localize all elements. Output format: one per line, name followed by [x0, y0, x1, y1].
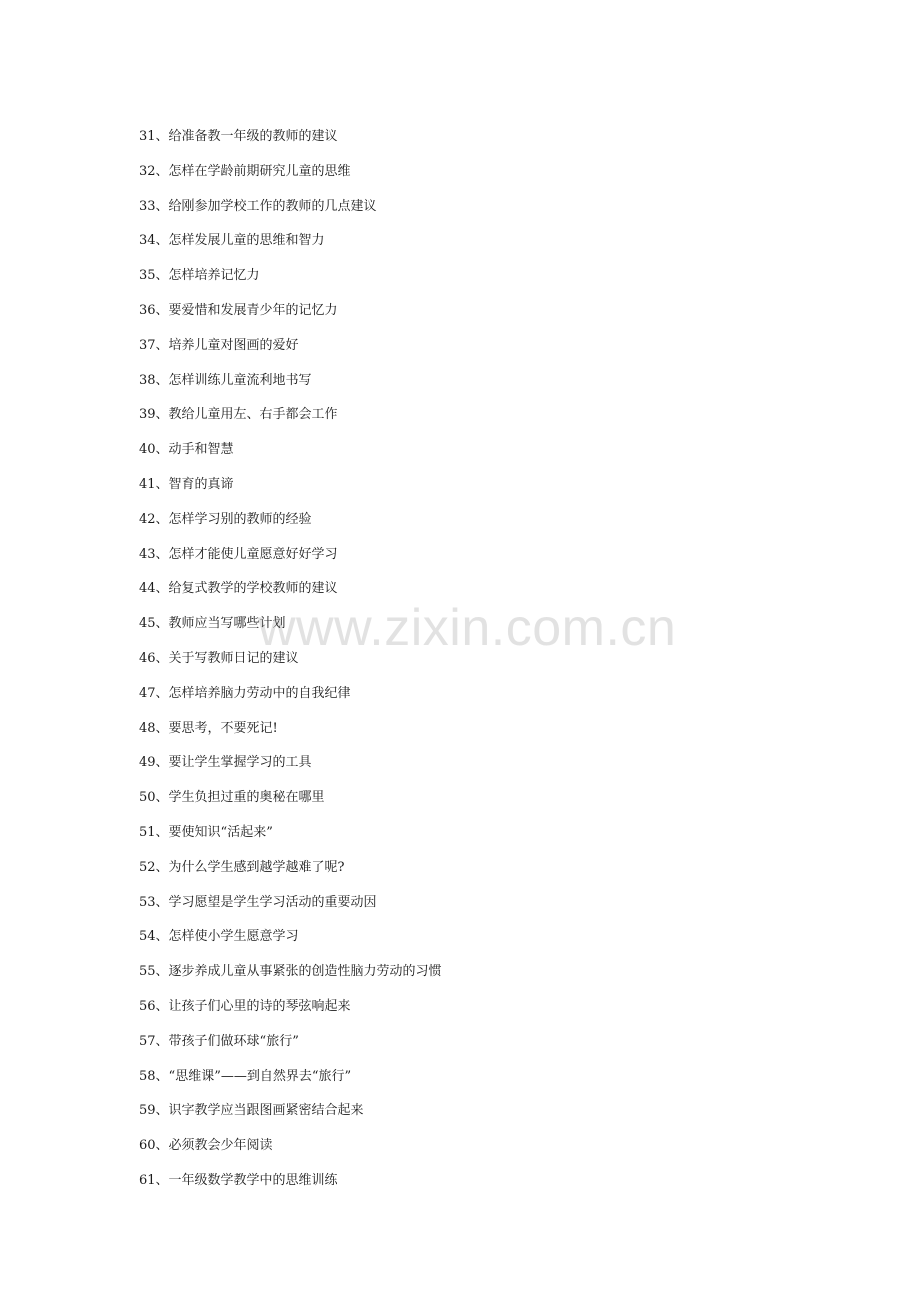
list-item: 43、怎样才能使儿童愿意好好学习 — [139, 546, 338, 562]
table-of-contents — [139, 126, 442, 1205]
list-item: 59、识字教学应当跟图画紧密结合起来 — [139, 1103, 364, 1119]
list-item: 54、怎样使小学生愿意学习 — [139, 929, 299, 945]
watermark: www.zixin.com.cn — [258, 599, 677, 657]
list-item: 33、给刚参加学校工作的教师的几点建议 — [139, 198, 377, 214]
list-item: 31、给准备教一年级的教师的建议 — [139, 129, 338, 144]
list-item: 48、要思考，不要死记! — [139, 720, 278, 736]
list-item: 51、要使知识“活起来” — [139, 824, 273, 840]
list-item: 50、学生负担过重的奥秘在哪里 — [139, 790, 325, 806]
list-item: 46、关于写教师日记的建议 — [139, 650, 299, 666]
list-item: 40、动手和智慧 — [139, 442, 234, 458]
list-item: 49、要让学生掌握学习的工具 — [139, 755, 312, 771]
list-item: 57、带孩子们做环球“旅行” — [139, 1033, 299, 1049]
list-item: 41、智育的真谛 — [139, 476, 234, 492]
list-item: 34、怎样发展儿童的思维和智力 — [139, 233, 325, 249]
list-item: 53、学习愿望是学生学习活动的重要动因 — [139, 894, 377, 910]
list-item: 60、必须教会少年阅读 — [139, 1138, 273, 1154]
list-item: 32、怎样在学龄前期研究儿童的思维 — [139, 163, 351, 179]
list-item: 35、怎样培养记忆力 — [139, 268, 260, 284]
list-item: 56、让孩子们心里的诗的琴弦响起来 — [139, 998, 351, 1014]
list-item: 44、给复式教学的学校教师的建议 — [139, 581, 338, 597]
list-item: 55、逐步养成儿童从事紧张的创造性脑力劳动的习惯 — [139, 964, 442, 980]
list-item: 42、怎样学习别的教师的经验 — [139, 511, 312, 527]
list-item: 45、教师应当写哪些计划 — [139, 616, 286, 632]
list-item: 39、教给儿童用左、右手都会工作 — [139, 407, 338, 423]
list-item: 36、要爱惜和发展青少年的记忆力 — [139, 302, 338, 318]
list-item: 58、“思维课”——到自然界去“旅行” — [139, 1068, 352, 1084]
list-item: 37、培养儿童对图画的爱好 — [139, 337, 299, 353]
list-item: 47、怎样培养脑力劳动中的自我纪律 — [139, 685, 351, 701]
list-item: 61、一年级数学教学中的思维训练 — [139, 1172, 338, 1188]
list-item: 38、怎样训练儿童流利地书写 — [139, 372, 312, 388]
list-item: 52、为什么学生感到越学越难了呢? — [139, 859, 345, 875]
